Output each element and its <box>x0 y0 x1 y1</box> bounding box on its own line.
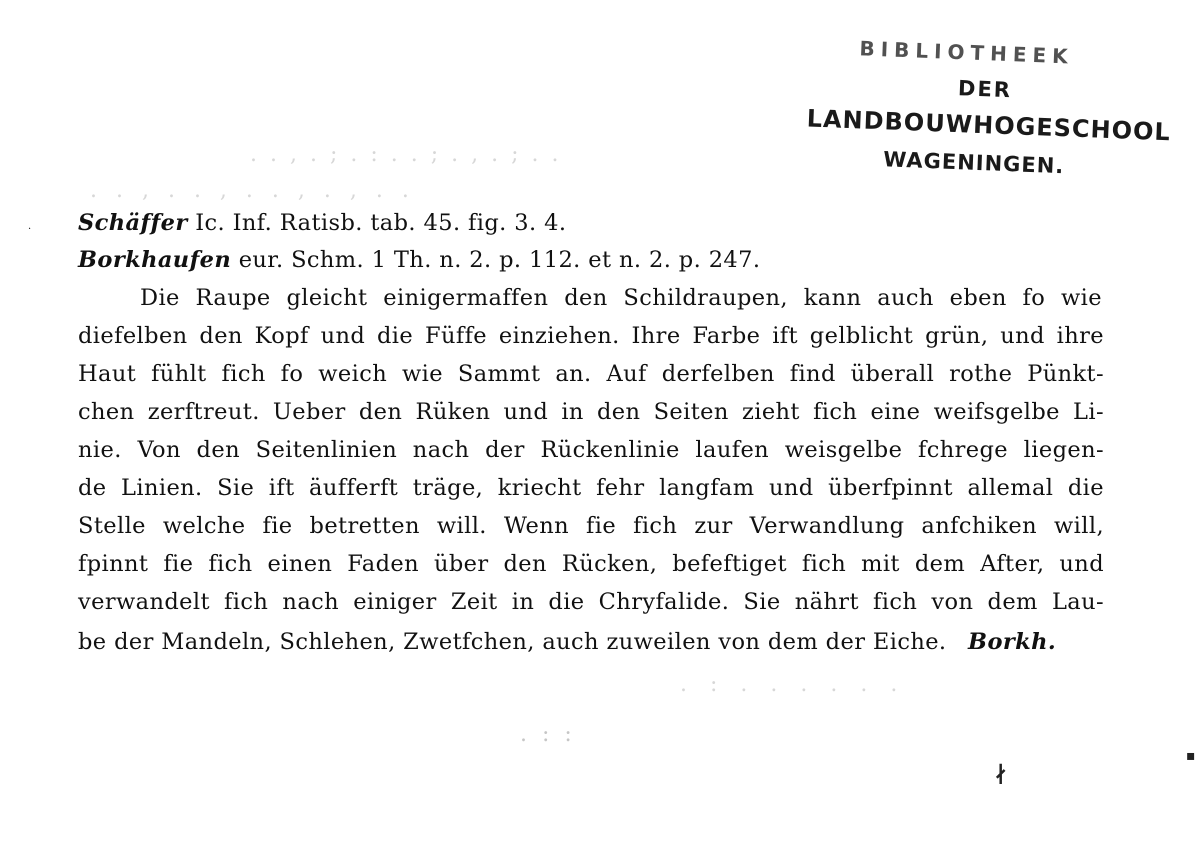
citation-line-2 <box>78 245 760 275</box>
stamp-line-2: DER <box>957 76 1013 103</box>
citation-author: Schäffer <box>78 210 188 236</box>
stamp-line-1: BIBLIOTHEEK <box>859 36 1075 69</box>
citation-author: Borkhaufen <box>78 247 232 273</box>
paragraph-line: fpinnt fie fich einen Faden über den Rücken, befeftiget fich mit dem After, und <box>78 551 1104 577</box>
citation-line-1 <box>78 208 566 238</box>
citation-text: Ic. Inf. Ratisb. tab. 45. fig. 3. 4. <box>195 210 567 236</box>
paragraph-line: de Linien. Sie ift äufferft träge, kriecht fehr langfam und überfpinnt allemal die <box>78 475 1104 501</box>
ink-speck: · <box>28 224 32 235</box>
library-stamp <box>794 34 1179 198</box>
bleed-through: . . , . ; . : . . ; . , . ; . . <box>250 142 562 167</box>
citation-text: eur. Schm. 1 Th. n. 2. p. 112. et n. 2. p. 247. <box>238 247 761 273</box>
paragraph-line: Haut fühlt fich fo weich wie Sammt an. Auf derfelben find überall rothe Pünkt- <box>78 361 1104 387</box>
stamp-line-4: WAGENINGEN. <box>882 147 1065 179</box>
paragraph-line: Die Raupe gleicht einigermaffen den Schildraupen, kann auch eben fo wie <box>140 285 1102 311</box>
paragraph-last-line <box>78 627 1056 657</box>
bleed-through: . . , . . , . . , . , . . <box>90 178 415 203</box>
stamp-line-3: LANDBOUWHOGESCHOOL <box>806 104 1172 147</box>
paragraph-line: chen zerftreut. Ueber den Rüken und in den Seiten zieht fich eine weifsgelbe Li- <box>78 399 1104 425</box>
bleed-through: . : : <box>520 722 576 747</box>
closing-author: Borkh. <box>968 629 1057 655</box>
ink-speck: ▪ <box>1186 748 1196 764</box>
paragraph-line: verwandelt fich nach einiger Zeit in die Chryfalide. Sie nährt fich von dem Lau- <box>78 589 1104 615</box>
paragraph-line: diefelben den Kopf und die Füffe einziehen. Ihre Farbe ift gelblicht grün, und ihre <box>78 323 1104 349</box>
paragraph-line: Stelle welche fie betretten will. Wenn fie fich zur Verwandlung anfchiken will, <box>78 513 1104 539</box>
bleed-through: . : . . . . . . <box>680 672 906 697</box>
ink-mark: ∤ <box>994 762 1008 788</box>
paragraph-line: be der Mandeln, Schlehen, Zwetfchen, auch zuweilen von dem der Eiche. <box>78 629 947 655</box>
paragraph-line: nie. Von den Seitenlinien nach der Rückenlinie laufen weisgelbe fchrege liegen- <box>78 437 1104 463</box>
